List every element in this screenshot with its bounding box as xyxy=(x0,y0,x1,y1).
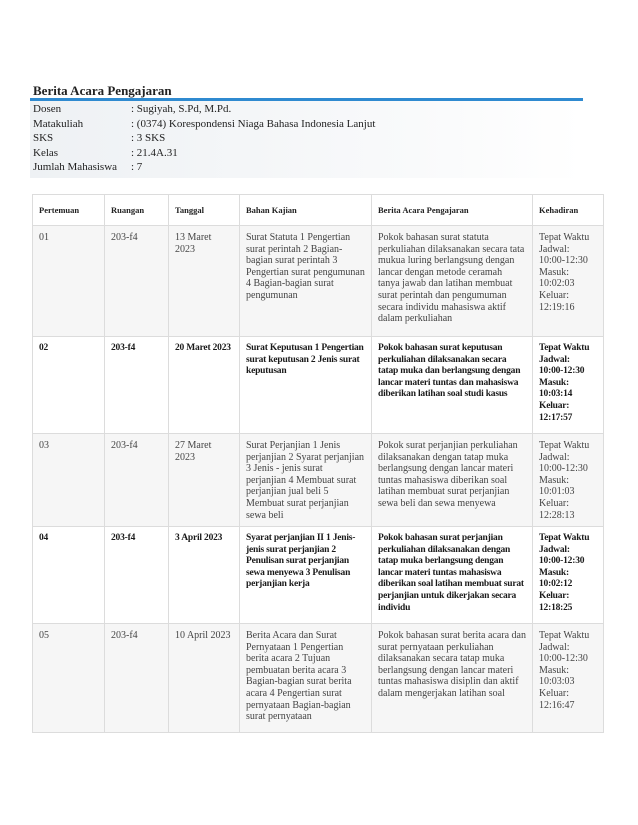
info-row-dosen xyxy=(33,102,375,117)
cell-kehadiran xyxy=(533,434,604,527)
cell-bahan-kajian: Berita Acara dan Surat Pernyataan 1 Pengertian berita acara 2 Tujuan pembuatan berita acara 3 Bagian-bagian surat berita acara 4 Pengertian surat pernyataan Bagian-bagian surat pernyataan xyxy=(240,624,372,733)
status-text: Tepat Waktu xyxy=(539,630,590,641)
status-text: Tepat Waktu xyxy=(539,343,590,353)
cell-kehadiran xyxy=(533,226,604,337)
check-out-value: 12:16:47 xyxy=(539,699,575,711)
table-row xyxy=(33,337,604,434)
cell-kehadiran xyxy=(533,624,604,733)
schedule-label: Jadwal: xyxy=(539,354,570,365)
schedule-value: 10:00-12:30 xyxy=(539,463,588,475)
cell-berita-acara: Pokok bahasan surat keputusan perkuliahan dilaksanakan secara tatap muka dan berlangsung dengan lancar materi tuntas dan mahasiswa diberikan latihan soal studi kasus xyxy=(372,337,533,434)
check-out-label: Keluar: xyxy=(539,497,569,509)
cell-kehadiran xyxy=(533,527,604,624)
schedule-value: 10:00-12:30 xyxy=(539,366,585,377)
column-header-ruangan: Ruangan xyxy=(105,195,169,226)
cell-ruangan: 203-f4 xyxy=(105,527,169,624)
cell-ruangan: 203-f4 xyxy=(105,226,169,337)
info-label: Kelas xyxy=(33,146,59,159)
cell-tanggal: 27 Maret 2023 xyxy=(169,434,240,527)
cell-bahan-kajian: Surat Statuta 1 Pengertian surat perintah 2 Bagian-bagian surat perintah 3 Pengertian surat pengumunan 4 Bagian-bagian surat pengumunan xyxy=(240,226,372,337)
info-value: : 3 SKS xyxy=(131,132,166,144)
course-info xyxy=(33,102,375,175)
check-out-value: 12:18:25 xyxy=(539,602,573,613)
check-in-value: 10:03:03 xyxy=(539,676,575,688)
column-header-bahan-kajian: Bahan Kajian xyxy=(240,195,372,226)
check-out-value: 12:28:13 xyxy=(539,509,575,521)
schedule-label: Jadwal: xyxy=(539,243,570,255)
check-in-value: 10:03:14 xyxy=(539,389,573,400)
status-text: Tepat Waktu xyxy=(539,232,590,243)
table-row xyxy=(33,226,604,337)
cell-ruangan: 203-f4 xyxy=(105,434,169,527)
info-label: SKS xyxy=(33,132,54,144)
info-label: Matakuliah xyxy=(33,117,84,130)
schedule-value: 10:00-12:30 xyxy=(539,255,588,267)
cell-kehadiran xyxy=(533,337,604,434)
cell-tanggal: 10 April 2023 xyxy=(169,624,240,733)
cell-pertemuan: 02 xyxy=(33,337,105,434)
info-value: : Sugiyah, S.Pd, M.Pd. xyxy=(131,103,232,115)
page-title: Berita Acara Pengajaran xyxy=(33,83,172,98)
info-row-kelas xyxy=(33,146,375,161)
column-header-berita-acara: Berita Acara Pengajaran xyxy=(372,195,533,226)
cell-berita-acara: Pokok bahasan surat berita acara dan surat pernyataan perkuliahan dilaksanakan secara tatap muka berlangsung dengan lancar materi tuntas mahasiswa disiplin dan aktif dalam mengerjakan latihan soal xyxy=(372,624,533,733)
schedule-value: 10:00-12:30 xyxy=(539,556,585,567)
cell-berita-acara: Pokok bahasan surat statuta perkuliahan dilaksanakan secara tata mukua luring berlangsung dengan lancar dengan metode ceramah tanya jawab dan latihan membuat surat perintah dan pengumuman secara individu mahasiswa aktif dalam perkuliahan xyxy=(372,226,533,337)
check-out-label: Keluar: xyxy=(539,400,570,411)
table-row xyxy=(33,434,604,527)
table-row xyxy=(33,527,604,624)
cell-ruangan: 203-f4 xyxy=(105,337,169,434)
cell-ruangan: 203-f4 xyxy=(105,624,169,733)
teaching-record-table xyxy=(32,194,604,733)
info-value: : 7 xyxy=(131,161,143,173)
check-out-value: 12:17:57 xyxy=(539,412,573,423)
check-out-label: Keluar: xyxy=(539,590,570,601)
cell-berita-acara: Pokok bahasan surat perjanjian perkuliahan dilaksanakan dengan tatap muka berlangsung dengan lancar materi tuntas mahasiswa diberikan soal latihan membuat surat perjanjian untuk dikerjakan secara individu xyxy=(372,527,533,624)
cell-pertemuan: 04 xyxy=(33,527,105,624)
schedule-value: 10:00-12:30 xyxy=(539,653,588,665)
table-header-row xyxy=(33,195,604,226)
column-header-tanggal: Tanggal xyxy=(169,195,240,226)
info-row-sks xyxy=(33,131,375,146)
cell-bahan-kajian: Surat Perjanjian 1 Jenis perjanjian 2 Syarat perjanjian 3 Jenis - jenis surat perjanjian 4 Membuat surat perjanjian jual beli 5 Membuat surat perjanjian sewa beli xyxy=(240,434,372,527)
column-header-kehadiran: Kehadiran xyxy=(533,195,604,226)
schedule-label: Jadwal: xyxy=(539,544,570,555)
check-out-label: Keluar: xyxy=(539,289,569,301)
info-row-jumlah-mahasiswa xyxy=(33,160,375,175)
check-in-label: Masuk: xyxy=(539,266,569,278)
check-in-label: Masuk: xyxy=(539,664,569,676)
info-value: : 21.4A.31 xyxy=(131,146,178,159)
info-label: Jumlah Mahasiswa xyxy=(33,161,118,173)
schedule-label: Jadwal: xyxy=(539,451,570,463)
cell-tanggal: 3 April 2023 xyxy=(169,527,240,624)
cell-pertemuan: 01 xyxy=(33,226,105,337)
check-in-value: 10:01:03 xyxy=(539,486,575,498)
check-out-value: 12:19:16 xyxy=(539,301,575,313)
column-header-pertemuan: Pertemuan xyxy=(33,195,105,226)
check-in-label: Masuk: xyxy=(539,377,569,388)
cell-berita-acara: Pokok surat perjanjian perkuliahan dilaksanakan dengan tatap muka berlangsung dengan lancar materi tuntas mahasiswa diberikan soal latihan membuat surat perjanjian sewa beli dan sewa menyewa xyxy=(372,434,533,527)
cell-pertemuan: 05 xyxy=(33,624,105,733)
status-text: Tepat Waktu xyxy=(539,533,590,543)
check-in-label: Masuk: xyxy=(539,567,569,578)
schedule-label: Jadwal: xyxy=(539,641,570,653)
info-value: : (0374) Korespondensi Niaga Bahasa Indonesia Lanjut xyxy=(131,117,376,130)
cell-bahan-kajian: Syarat perjanjian II 1 Jenis-jenis surat perjanjian 2 Penulisan surat perjanjian sewa menyewa 3 Penulisan perjanjian kerja xyxy=(240,527,372,624)
cell-tanggal: 13 Maret 2023 xyxy=(169,226,240,337)
check-in-value: 10:02:03 xyxy=(539,278,575,290)
cell-tanggal: 20 Maret 2023 xyxy=(169,337,240,434)
status-text: Tepat Waktu xyxy=(539,440,590,451)
info-row-matakuliah xyxy=(33,117,375,132)
check-in-value: 10:02:12 xyxy=(539,579,573,590)
cell-bahan-kajian: Surat Keputusan 1 Pengertian surat keputusan 2 Jenis surat keputusan xyxy=(240,337,372,434)
info-label: Dosen xyxy=(33,103,62,115)
table-row xyxy=(33,624,604,733)
check-out-label: Keluar: xyxy=(539,687,569,699)
cell-pertemuan: 03 xyxy=(33,434,105,527)
check-in-label: Masuk: xyxy=(539,474,569,486)
